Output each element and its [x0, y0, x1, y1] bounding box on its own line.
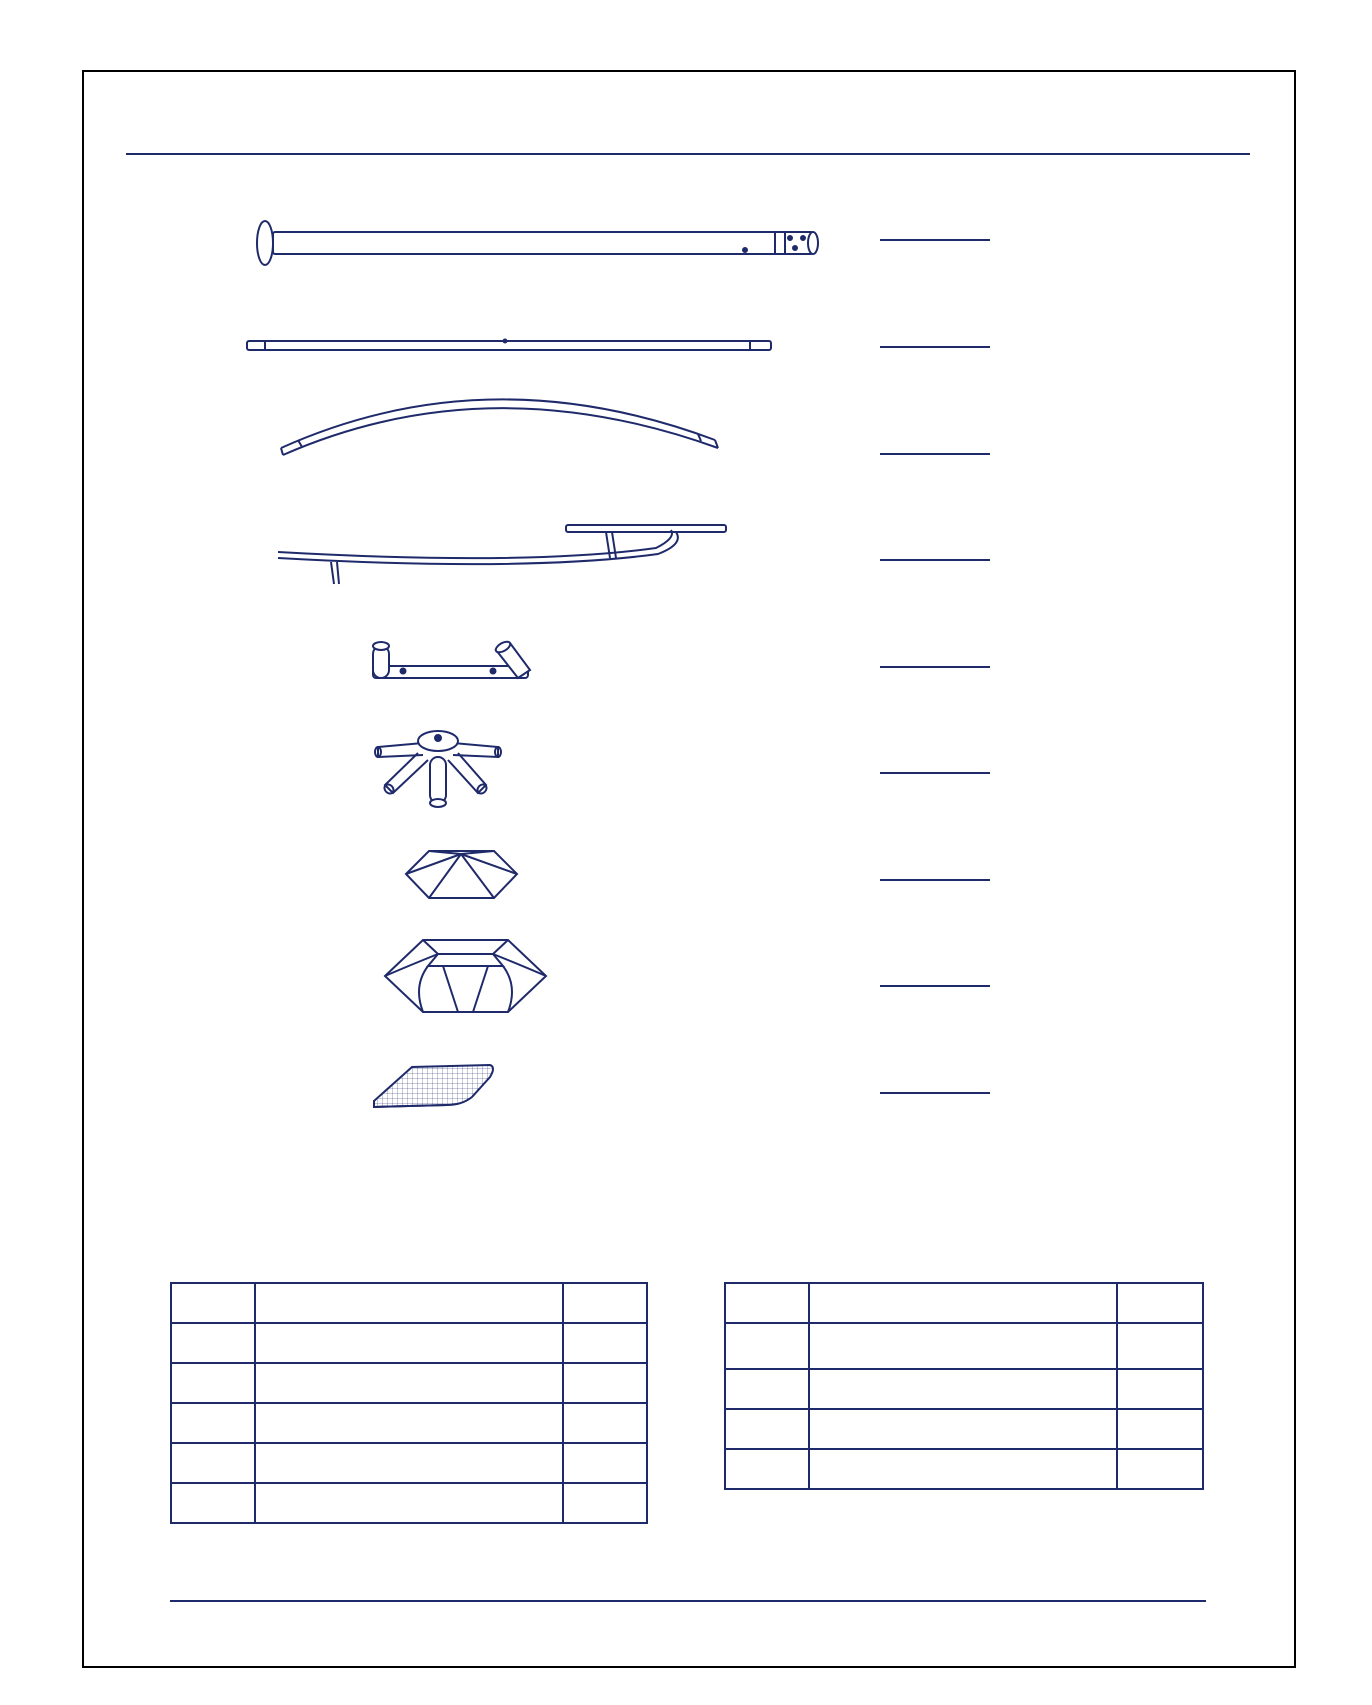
table-cell [563, 1483, 647, 1523]
curved-arm-illustration [276, 518, 736, 588]
table-cell [171, 1363, 255, 1403]
table-cell [1117, 1409, 1203, 1449]
table-cell [255, 1283, 564, 1323]
table-row [725, 1323, 1203, 1369]
part-6-quantity-blank [880, 772, 990, 774]
table-cell [809, 1449, 1118, 1489]
table-cell [725, 1283, 809, 1323]
table-cell [171, 1323, 255, 1363]
small-canopy-top-illustration [404, 846, 519, 906]
table-cell [809, 1323, 1118, 1369]
table-cell [725, 1369, 809, 1409]
part-3-quantity-blank [880, 453, 990, 455]
curved-pole-illustration [278, 390, 728, 470]
footer-rule [170, 1600, 1206, 1602]
table-row [725, 1369, 1203, 1409]
table-cell [725, 1409, 809, 1449]
table-cell [171, 1443, 255, 1483]
header-rule [126, 153, 1250, 155]
table-cell [1117, 1449, 1203, 1489]
straight-pole-illustration [245, 336, 775, 356]
table-cell [255, 1363, 564, 1403]
double-socket-connector-illustration [368, 638, 538, 683]
table-cell [171, 1283, 255, 1323]
parts-table-right [724, 1282, 1204, 1490]
table-cell [255, 1403, 564, 1443]
five-way-hub-illustration [373, 725, 513, 810]
table-cell [171, 1403, 255, 1443]
table-row [171, 1403, 647, 1443]
table-cell [1117, 1283, 1203, 1323]
table-cell [171, 1483, 255, 1523]
part-5-quantity-blank [880, 666, 990, 668]
table-row [171, 1443, 647, 1483]
table-cell [255, 1483, 564, 1523]
table-row [725, 1409, 1203, 1449]
part-7-quantity-blank [880, 879, 990, 881]
table-cell [1117, 1369, 1203, 1409]
table-row [171, 1363, 647, 1403]
table-row [725, 1283, 1203, 1323]
table-cell [725, 1449, 809, 1489]
part-1-quantity-blank [880, 239, 990, 241]
table-row [725, 1449, 1203, 1489]
table-cell [563, 1403, 647, 1443]
table-cell [563, 1283, 647, 1323]
table-cell [809, 1283, 1118, 1323]
table-cell [1117, 1323, 1203, 1369]
part-8-quantity-blank [880, 985, 990, 987]
table-cell [809, 1409, 1118, 1449]
parts-table-left [170, 1282, 648, 1524]
large-canopy-illustration [383, 936, 548, 1016]
table-cell [725, 1323, 809, 1369]
table-row [171, 1483, 647, 1523]
long-pole-illustration [255, 218, 835, 268]
table-cell [255, 1323, 564, 1363]
table-cell [563, 1363, 647, 1403]
part-9-quantity-blank [880, 1092, 990, 1094]
table-cell [563, 1443, 647, 1483]
part-2-quantity-blank [880, 346, 990, 348]
part-4-quantity-blank [880, 559, 990, 561]
table-cell [563, 1323, 647, 1363]
table-cell [255, 1443, 564, 1483]
table-cell [809, 1369, 1118, 1409]
table-row [171, 1323, 647, 1363]
table-row [171, 1283, 647, 1323]
mesh-panel-illustration [372, 1063, 497, 1111]
